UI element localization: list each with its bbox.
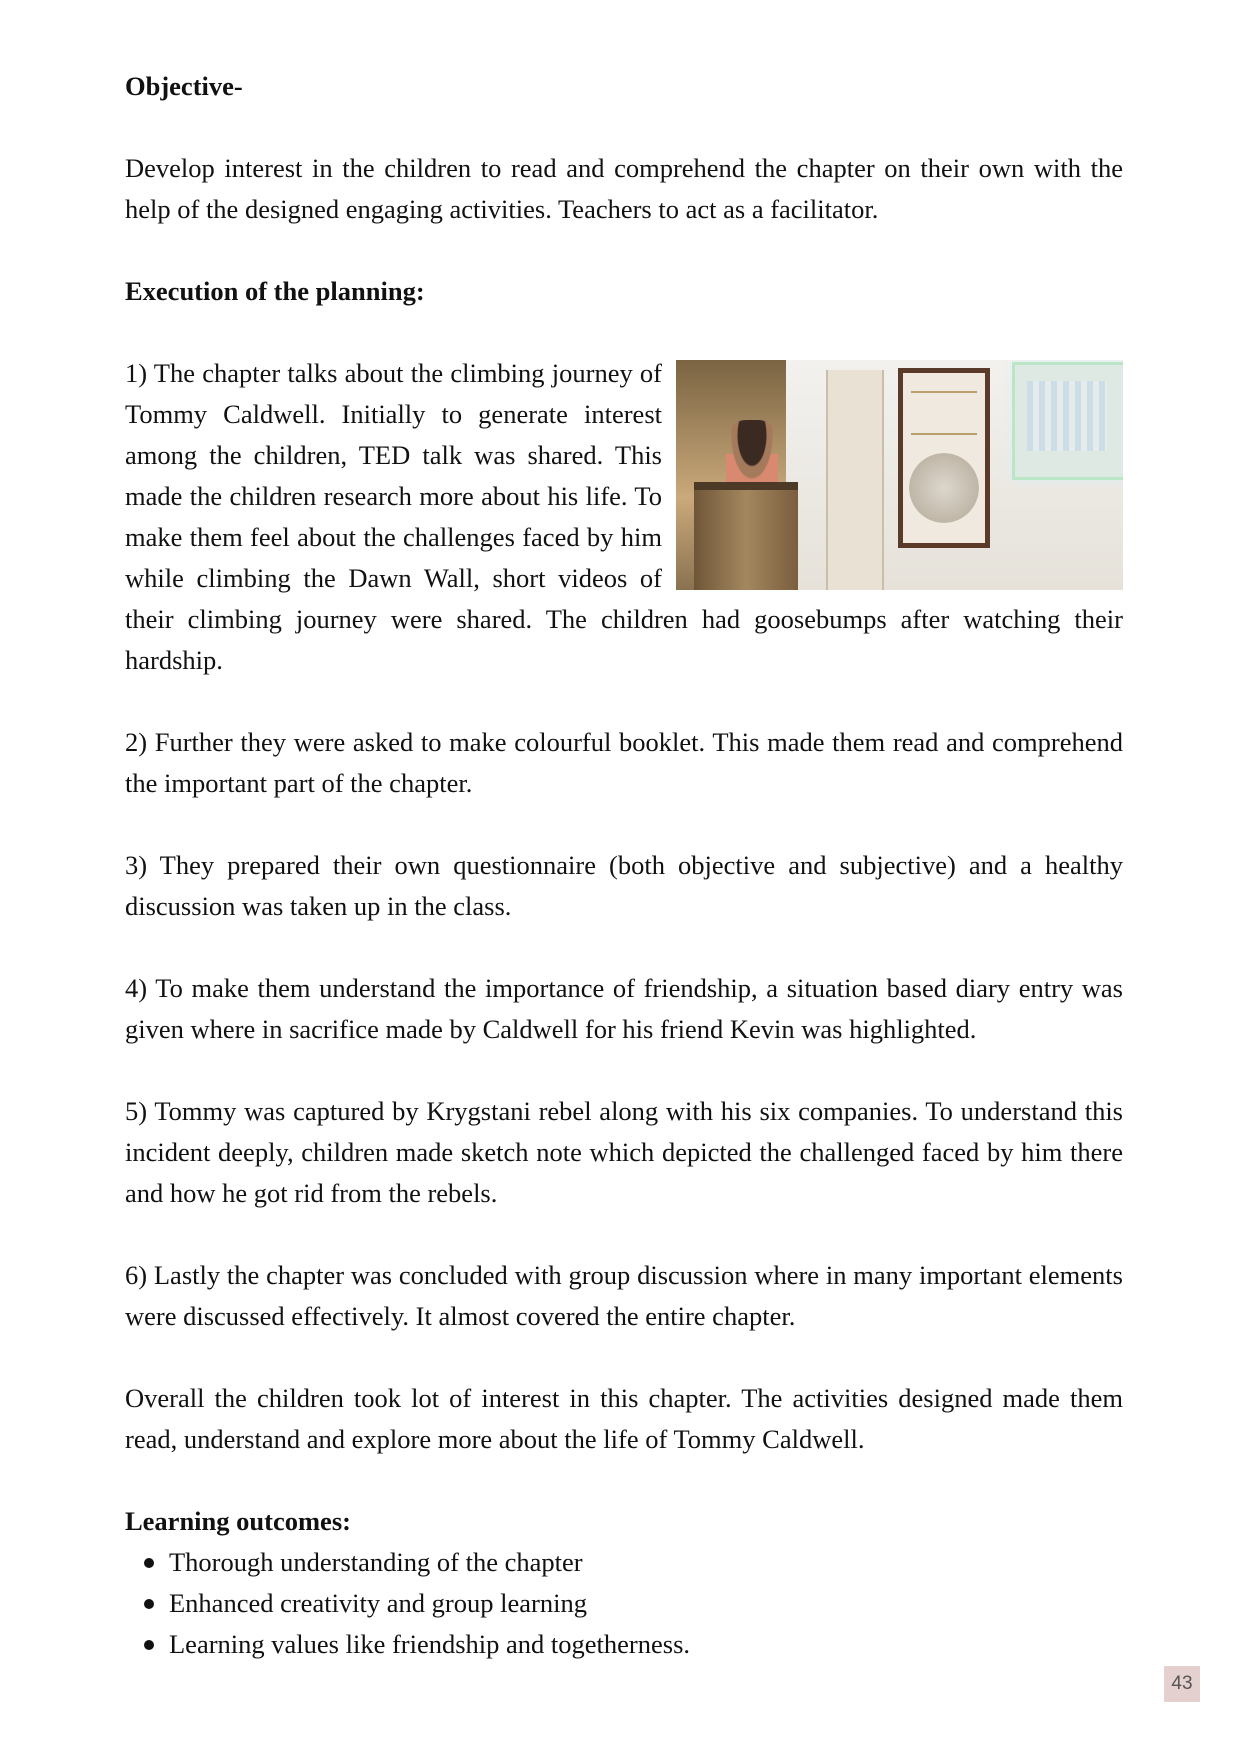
classroom-presentation-photo — [676, 360, 1123, 590]
learning-outcomes-heading: Learning outcomes: — [125, 1506, 351, 1536]
list-item-text: Thorough understanding of the chapter — [169, 1547, 583, 1577]
list-item — [125, 1624, 1123, 1665]
execution-item-6: 6) Lastly the chapter was concluded with group discussion where in many important elements were discussed effectively. It almost covered the entire chapter. — [125, 1260, 1123, 1331]
bullet-icon — [144, 1640, 154, 1650]
objective-text: Develop interest in the children to read and comprehend the chapter on their own with the help of the designed engaging activities. Teachers to act as a facilitator. — [125, 153, 1123, 224]
list-item-text: Learning values like friendship and togetherness. — [169, 1629, 691, 1659]
execution-item-1: 1) The chapter talks about the climbing journey of Tommy Caldwell. Initially to generate interest among the children, TED talk was shared. This made the children research more about his life. To make them feel about the challenges faced by him while climbing the Dawn Wall, short videos of their climbing journey were shared. The children had goosebumps after watching their hardship. — [125, 358, 1123, 675]
list-item — [125, 1542, 1123, 1583]
document-page — [125, 66, 1123, 1665]
page-number: 43 — [1164, 1666, 1200, 1702]
execution-item-5: 5) Tommy was captured by Krygstani rebel along with his six companies. To understand this incident deeply, children made sketch note which depicted the challenged faced by him there and how he got rid from the rebels. — [125, 1096, 1123, 1208]
execution-item-2: 2) Further they were asked to make colourful booklet. This made them read and comprehend the important part of the chapter. — [125, 727, 1123, 798]
learning-outcomes-list — [125, 1542, 1123, 1665]
bullet-icon — [144, 1599, 154, 1609]
execution-item-4: 4) To make them understand the importance of friendship, a situation based diary entry was given where in sacrifice made by Caldwell for his friend Kevin was highlighted. — [125, 973, 1123, 1044]
execution-item-3: 3) They prepared their own questionnaire (both objective and subjective) and a healthy discussion was taken up in the class. — [125, 850, 1123, 921]
list-item-text: Enhanced creativity and group learning — [169, 1588, 587, 1618]
objective-heading: Objective- — [125, 71, 243, 101]
list-item — [125, 1583, 1123, 1624]
execution-heading: Execution of the planning: — [125, 276, 425, 306]
overall-text: Overall the children took lot of interest in this chapter. The activities designed made them read, understand and explore more about the life of Tommy Caldwell. — [125, 1383, 1123, 1454]
bullet-icon — [144, 1558, 154, 1568]
